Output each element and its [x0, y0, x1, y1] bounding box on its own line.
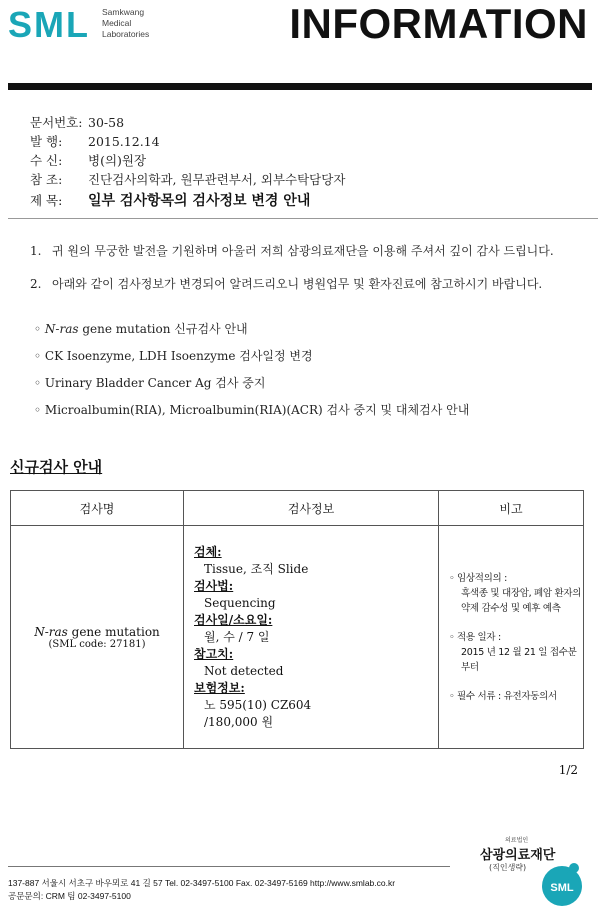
seal-text: SML: [550, 882, 574, 894]
section-title: 신규검사 안내: [10, 458, 103, 476]
note-cell: [439, 526, 584, 749]
bullet-gene-italic: N-ras: [44, 322, 79, 336]
test-code: (SML code: 27181): [48, 638, 146, 650]
cc-row: [30, 170, 345, 188]
recipient: 병(의)원장: [88, 153, 147, 168]
test-info-table: [10, 490, 584, 749]
logo-sub-line-2: Medical: [102, 18, 132, 28]
subject-row: [30, 190, 310, 210]
note-1-line-2: 약제 감수성 및 예후 예측: [461, 602, 561, 614]
doc-number-label: 문서번호:: [30, 115, 83, 130]
bullet-item: [34, 401, 469, 418]
foundation-type: 의료법인: [505, 837, 529, 844]
bullet-item: [34, 320, 248, 337]
subject-divider: [8, 218, 598, 219]
subject-label: 제 목:: [30, 193, 63, 208]
note-2-title: ◦ 적용 일자 :: [449, 631, 501, 643]
sml-seal-logo-icon: [538, 860, 586, 908]
paragraph-number: 1.: [30, 244, 42, 258]
doc-number: 30-58: [88, 115, 125, 130]
footer-contact: 공문문의: CRM 팀 02-3497-5100: [8, 891, 131, 901]
insurance-price: /180,000 원: [204, 714, 274, 729]
header-test-info: 검사정보: [184, 491, 439, 526]
insurance-code: 노 595(10) CZ604: [204, 697, 312, 712]
note-2-line-1: 2015 년 12 월 21 일 접수분부터: [461, 646, 577, 673]
reference-value: Not detected: [204, 663, 284, 678]
footer-divider: [8, 866, 450, 867]
sml-logo: SML: [8, 4, 90, 45]
bullet-item: [34, 374, 265, 391]
bullet-dot-icon: ◦: [34, 403, 45, 417]
bullet-dot-icon: ◦: [34, 322, 45, 336]
page-title: INFORMATION: [289, 0, 588, 47]
test-name-rest: gene mutation: [67, 624, 160, 639]
table-row: [11, 526, 584, 749]
bullet-text: Urinary Bladder Cancer Ag 검사 중지: [44, 376, 266, 390]
method-value: Sequencing: [204, 595, 276, 610]
bullet-text: CK Isoenzyme, LDH Isoenzyme 검사일정 변경: [44, 349, 313, 363]
note-2-title-text: 적용 일자 :: [457, 631, 501, 643]
insurance-label: 보험정보:: [194, 680, 245, 695]
note-3: ◦ 필수 서류 : 유전자동의서: [449, 690, 557, 702]
recipient-label: 수 신:: [30, 153, 63, 168]
paragraph-number: 2.: [30, 277, 42, 291]
sml-logo-subtitle: [102, 7, 149, 40]
seal-omitted-note: (직인생략): [489, 863, 527, 872]
paragraph-text: 귀 원의 무궁한 발전을 기원하며 아울러 저희 삼광의료재단을 이용해 주셔서 깊이 감사 드립니다.: [52, 244, 554, 258]
note-3-text: 필수 서류 : 유전자동의서: [457, 690, 557, 702]
issued-date: 2015.12.14: [88, 134, 160, 149]
header-note: 비고: [439, 491, 584, 526]
subject: 일부 검사항목의 검사정보 변경 안내: [88, 193, 311, 209]
doc-number-row: [30, 113, 124, 131]
cc-label: 참 조:: [30, 172, 63, 187]
bullet-dot-icon: ◦: [34, 376, 45, 390]
bullet-text: gene mutation 신규검사 안내: [78, 322, 248, 336]
reference-label: 참고치:: [194, 646, 234, 661]
recipient-row: [30, 151, 146, 169]
note-1-line-1: 흑색종 및 대장암, 폐암 환자의: [461, 587, 582, 599]
test-name-cell: [11, 526, 184, 749]
test-name-italic: N-ras: [34, 624, 68, 639]
logo-sub-line-3: Laboratories: [102, 29, 150, 39]
note-1-title: ◦ 임상적의의 :: [449, 572, 508, 584]
cc: 진단검사의학과, 원무관련부서, 외부수탁담당자: [88, 172, 346, 187]
footer-address: 137-887 서울시 서초구 바우뫼로 41 길 57 Tel. 02-3497-5100 Fax. 02-3497-5169 http://www.smlab.co.kr: [8, 878, 396, 888]
note-1-title-text: 임상적의의 :: [457, 572, 508, 584]
page-number: 1/2: [558, 763, 578, 777]
bullet-dot-icon: ◦: [34, 349, 45, 363]
header-divider: [8, 83, 592, 90]
issued-label: 발 행:: [30, 134, 63, 149]
paragraph-2: [30, 275, 542, 292]
paragraph-text: 아래와 같이 검사정보가 변경되어 알려드리오니 병원업무 및 환자진료에 참고하시기 바랍니다.: [52, 277, 543, 291]
specimen-value: Tissue, 조직 Slide: [204, 561, 309, 576]
schedule-label: 검사일/소요일:: [194, 612, 273, 627]
bullet-text: Microalbumin(RIA), Microalbumin(RIA)(ACR) 검사 중지 및 대체검사 안내: [44, 403, 470, 417]
header-test-name: 검사명: [11, 491, 184, 526]
method-label: 검사법:: [194, 578, 234, 593]
test-name: [12, 625, 182, 639]
foundation-name: 삼광의료재단: [480, 848, 556, 863]
logo-sub-line-1: Samkwang: [102, 7, 145, 17]
bullet-item: [34, 347, 313, 364]
issued-row: [30, 132, 160, 150]
schedule-value: 월, 수 / 7 일: [204, 629, 270, 644]
test-info-cell: [184, 526, 439, 749]
specimen-label: 검체:: [194, 544, 222, 559]
table-header-row: [11, 491, 584, 526]
paragraph-1: [30, 242, 554, 259]
